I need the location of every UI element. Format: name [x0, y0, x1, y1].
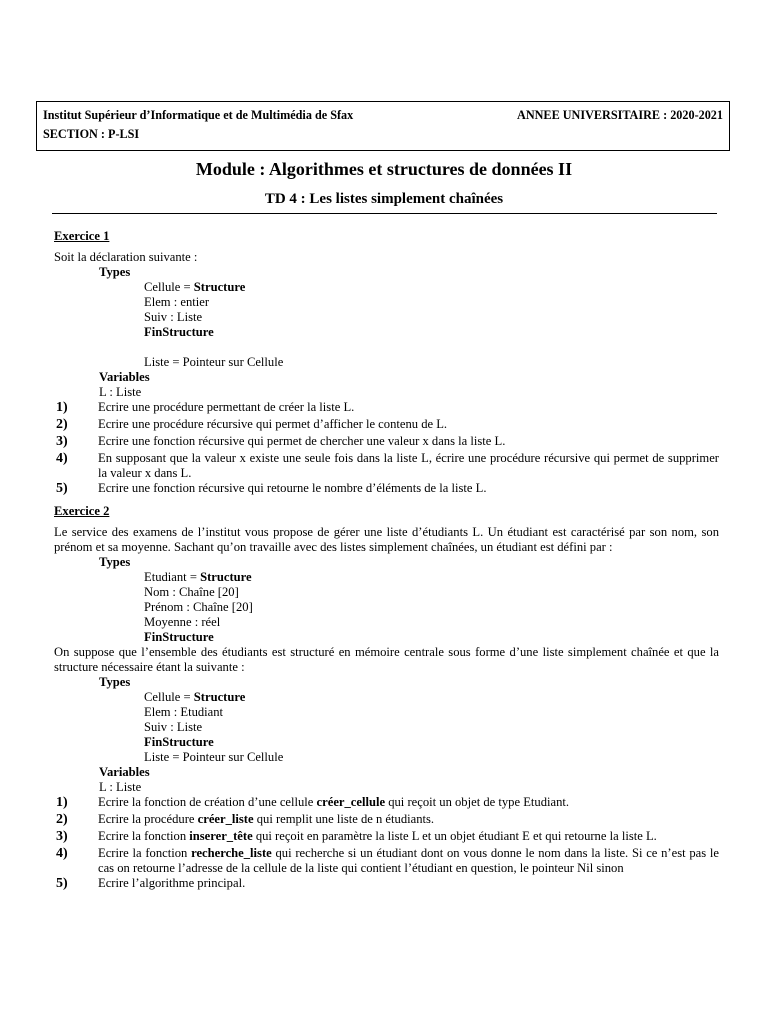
question-number: 4) [56, 451, 68, 466]
question-number: 1) [56, 795, 68, 810]
list-item [54, 812, 719, 829]
moyenne-field: Moyenne : réel [144, 615, 221, 629]
prenom-field: Prénom : Chaîne [20] [144, 600, 253, 614]
question-text: Ecrire une fonction récursive qui retourne le nombre d’éléments de la liste L. [98, 481, 487, 495]
list-item [54, 876, 719, 893]
types-keyword: Types [99, 675, 131, 689]
cellule-prefix: Cellule = [144, 690, 194, 704]
cellule-declaration [54, 280, 719, 295]
exercise-1-title: Exercice 1 [54, 229, 110, 243]
question-number: 2) [56, 417, 68, 432]
types-keyword: Types [99, 265, 131, 279]
question-text: Ecrire une fonction récursive qui permet de chercher une valeur x dans la liste L. [98, 434, 506, 448]
question-number: 3) [56, 829, 68, 844]
function-name: inserer_tête [189, 829, 253, 843]
question-text [98, 829, 719, 844]
td-title: TD 4 : Les listes simplement chaînées [264, 191, 504, 207]
list-item [54, 417, 719, 434]
nom-field: Nom : Chaîne [20] [144, 585, 239, 599]
variable-l: L : Liste [99, 385, 142, 399]
question-text-part: Ecrire la fonction de création d’une cellule [98, 795, 317, 809]
question-text-part: qui reçoit un objet de type Etudiant. [385, 795, 570, 809]
list-item [54, 795, 719, 812]
institute-name: Institut Supérieur d’Informatique et de Multimédia de Sfax [43, 108, 354, 122]
list-item [54, 846, 719, 876]
question-number: 1) [56, 400, 68, 415]
etudiant-declaration [54, 570, 719, 585]
question-text-part: qui remplit une liste de n étudiants. [253, 812, 435, 826]
header-box [36, 101, 730, 151]
question-text-part: qui reçoit en paramètre la liste L et un objet étudiant E et qui retourne la liste L. [252, 829, 657, 843]
exercise-2-intro: Le service des examens de l’institut vous propose de gérer une liste d’étudiants L. Un étudiant est caractérisé par son nom, son prénom et sa moyenne. Sachant qu’on travaille avec des listes simplement chaînées, un étudiant est défini par : [54, 525, 719, 554]
liste-definition: Liste = Pointeur sur Cellule [144, 355, 284, 369]
question-number: 2) [56, 812, 68, 827]
question-text: Ecrire une procédure permettant de créer la liste L. [98, 400, 355, 414]
question-number: 5) [56, 481, 68, 496]
question-text [98, 812, 719, 827]
document-body [54, 229, 719, 893]
elem-field: Elem : Etudiant [144, 705, 224, 719]
types-keyword: Types [99, 555, 131, 569]
finstructure-keyword: FinStructure [144, 630, 214, 644]
exercise-2-title: Exercice 2 [54, 504, 110, 518]
exercise-1-intro: Soit la déclaration suivante : [54, 250, 198, 264]
variables-keyword: Variables [99, 370, 150, 384]
finstructure-keyword: FinStructure [144, 325, 214, 339]
question-number: 4) [56, 846, 68, 861]
question-text: En supposant que la valeur x existe une seule fois dans la liste L, écrire une procédure récursive qui permet de supprimer la valeur x dans L. [98, 451, 719, 480]
section-label: SECTION : P-LSI [43, 127, 140, 141]
list-item [54, 481, 719, 498]
list-item [54, 829, 719, 846]
question-text [98, 846, 719, 876]
etudiant-prefix: Etudiant = [144, 570, 201, 584]
question-number: 3) [56, 434, 68, 449]
function-name: recherche_liste [191, 846, 272, 860]
list-item [54, 400, 719, 417]
question-number: 5) [56, 876, 68, 891]
list-item [54, 451, 719, 481]
question-text-part: Ecrire la fonction [98, 829, 190, 843]
structure-keyword: Structure [193, 280, 246, 294]
function-name: créer_liste [197, 812, 254, 826]
elem-field: Elem : entier [144, 295, 210, 309]
variable-l: L : Liste [99, 780, 142, 794]
question-text-part: Ecrire la fonction [98, 846, 192, 860]
module-title: Module : Algorithmes et structures de données II [195, 159, 573, 179]
list-item [54, 434, 719, 451]
structure-paragraph: On suppose que l’ensemble des étudiants est structuré en mémoire centrale sous forme d’une liste simplement chaînée et que la structure nécessaire étant la suivante : [54, 645, 719, 674]
structure-keyword: Structure [200, 570, 252, 584]
question-text: Ecrire l’algorithme principal. [98, 876, 246, 890]
title-divider [52, 213, 717, 214]
academic-year: ANNEE UNIVERSITAIRE : 2020-2021 [517, 108, 723, 122]
question-text-part: Ecrire la procédure [98, 812, 198, 826]
liste-definition: Liste = Pointeur sur Cellule [144, 750, 284, 764]
function-name: créer_cellule [316, 795, 386, 809]
exercise-1-questions [54, 400, 719, 498]
question-text-part: qui recherche si un étudiant dont on vous donne le nom dans la liste. Si ce n’est pas le cas on retourne l’adresse de la cellule de la liste qui contient l’étudiant en question, le pointeur Nil sinon [98, 846, 719, 875]
question-text: Ecrire une procédure récursive qui permet d’afficher le contenu de L. [98, 417, 448, 431]
cellule-prefix: Cellule = [144, 280, 194, 294]
cellule-declaration [54, 690, 719, 705]
question-text [98, 795, 719, 810]
variables-keyword: Variables [99, 765, 150, 779]
exercise-2-questions [54, 795, 719, 893]
suiv-field: Suiv : Liste [144, 310, 203, 324]
structure-keyword: Structure [193, 690, 246, 704]
finstructure-keyword: FinStructure [144, 735, 214, 749]
suiv-field: Suiv : Liste [144, 720, 203, 734]
